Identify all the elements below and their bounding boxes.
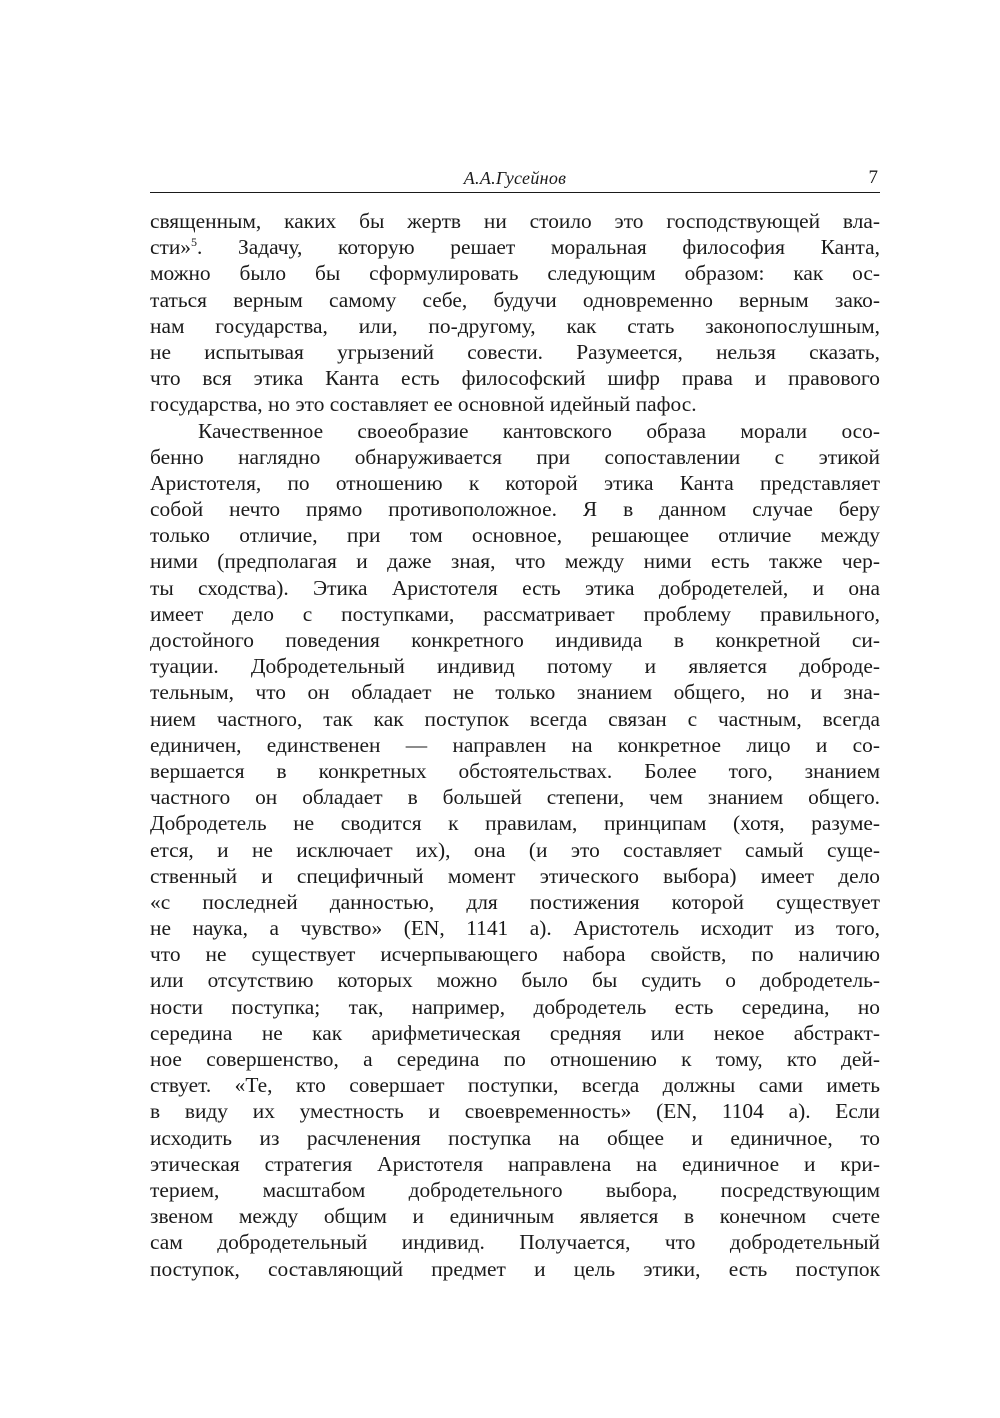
text-line: государства, но это составляет ее основной идейный пафос. xyxy=(150,392,697,417)
text-line: этическая стратегия Аристотеля направлена на единичное и кри- xyxy=(150,1151,880,1176)
text-line: звеном между общим и единичным является в конечном счете xyxy=(150,1204,880,1229)
text-line: Добродетель не сводится к правилам, принципам (хотя, разуме- xyxy=(150,811,880,836)
text-line: исходить из расчленения поступка на общее и единичное, то xyxy=(150,1125,880,1150)
text-line: «с последней данностью, для постижения которой существует xyxy=(150,889,880,914)
text-line: только отличие, при том основное, решающее отличие между xyxy=(150,523,880,548)
text-line: ты сходства). Этика Аристотеля есть этика добродетелей, и она xyxy=(150,575,880,600)
text-line: ствует. «Те, кто совершает поступки, всегда должны сами иметь xyxy=(150,1073,880,1098)
text-line: можно было бы сформулировать следующим образом: как ос- xyxy=(150,261,880,286)
text-line: таться верным самому себе, будучи одновременно верным зако- xyxy=(150,287,880,312)
text-line: ности поступка; так, например, добродетель есть середина, но xyxy=(150,994,880,1019)
text-line: ное совершенство, а середина по отношению к тому, кто дей- xyxy=(150,1047,880,1071)
body-text xyxy=(150,208,880,1282)
footnote-ref: 5 xyxy=(191,235,197,250)
text-line: ется, и не исключает их), она (и это составляет самый суще- xyxy=(150,837,880,862)
text-line: имеет дело с поступками, рассматривает проблему правильного, xyxy=(150,601,880,626)
text-line: сам добродетельный индивид. Получается, что добродетельный xyxy=(150,1230,880,1255)
text-line: терием, масштабом добродетельного выбора, посредствующим xyxy=(150,1177,880,1202)
text-line: середина не как арифметическая средняя или некое абстракт- xyxy=(150,1020,880,1045)
text-line: частного он обладает в большей степени, чем знанием общего. xyxy=(150,785,880,810)
text-line-rest: . Задачу, которую решает моральная философия Канта, xyxy=(197,235,880,260)
text-line: нием частного, так как поступок всегда связан с частным, всегда xyxy=(150,706,880,731)
text-line: собой нечто прямо противоположное. Я в данном случае беру xyxy=(150,497,880,522)
text-line: ними (предполагая и даже зная, что между ними есть также чер- xyxy=(150,549,880,574)
text-line: единичен, единственен — направлен на конкретное лицо и со- xyxy=(150,732,880,757)
text-line: достойного поведения конкретного индивида в конкретной си- xyxy=(150,628,880,652)
text-line: нам государства, или, по-другому, как стать законопослушным, xyxy=(150,313,880,338)
text-line: священным, каких бы жертв ни стоило это господствующей вла- xyxy=(150,209,880,233)
text-line: тельным, что он обладает не только знанием общего, но и зна- xyxy=(150,680,880,705)
text-line: не испытывая угрызений совести. Разумеется, нельзя сказать, xyxy=(150,339,880,364)
text-line: ственный и специфичный момент этического выбора) имеет дело xyxy=(150,863,880,888)
page-number: 7 xyxy=(868,167,878,188)
text-line: туации. Добродетельный индивид потому и является доброде- xyxy=(150,654,880,679)
text-line: Качественное своеобразие кантовского образа морали осо- xyxy=(198,418,880,443)
text-line: поступок, составляющий предмет и цель этики, есть поступок xyxy=(150,1256,880,1281)
text-line: или отсутствию которых можно было бы судить о добродетель- xyxy=(150,968,880,993)
running-head-author: А.А.Гусейнов xyxy=(463,168,567,188)
text-line: что не существует исчерпывающего набора свойств, по наличию xyxy=(150,942,880,967)
running-head xyxy=(150,166,880,193)
text-line: что вся этика Канта есть философский шифр права и правового xyxy=(150,366,880,391)
text-line-start: сти» xyxy=(150,235,191,260)
text-line: Аристотеля, по отношению к которой этика Канта представляет xyxy=(150,470,880,495)
text-line: бенно наглядно обнаруживается при сопоставлении с этикой xyxy=(150,444,880,469)
text-line: в виду их уместность и своевременность» (EN, 1104 a). Если xyxy=(150,1099,880,1124)
text-line xyxy=(150,234,880,260)
text-line: не наука, а чувство» (EN, 1141 a). Аристотель исходит из того, xyxy=(150,916,880,941)
text-line: вершается в конкретных обстоятельствах. Более того, знанием xyxy=(150,758,880,783)
